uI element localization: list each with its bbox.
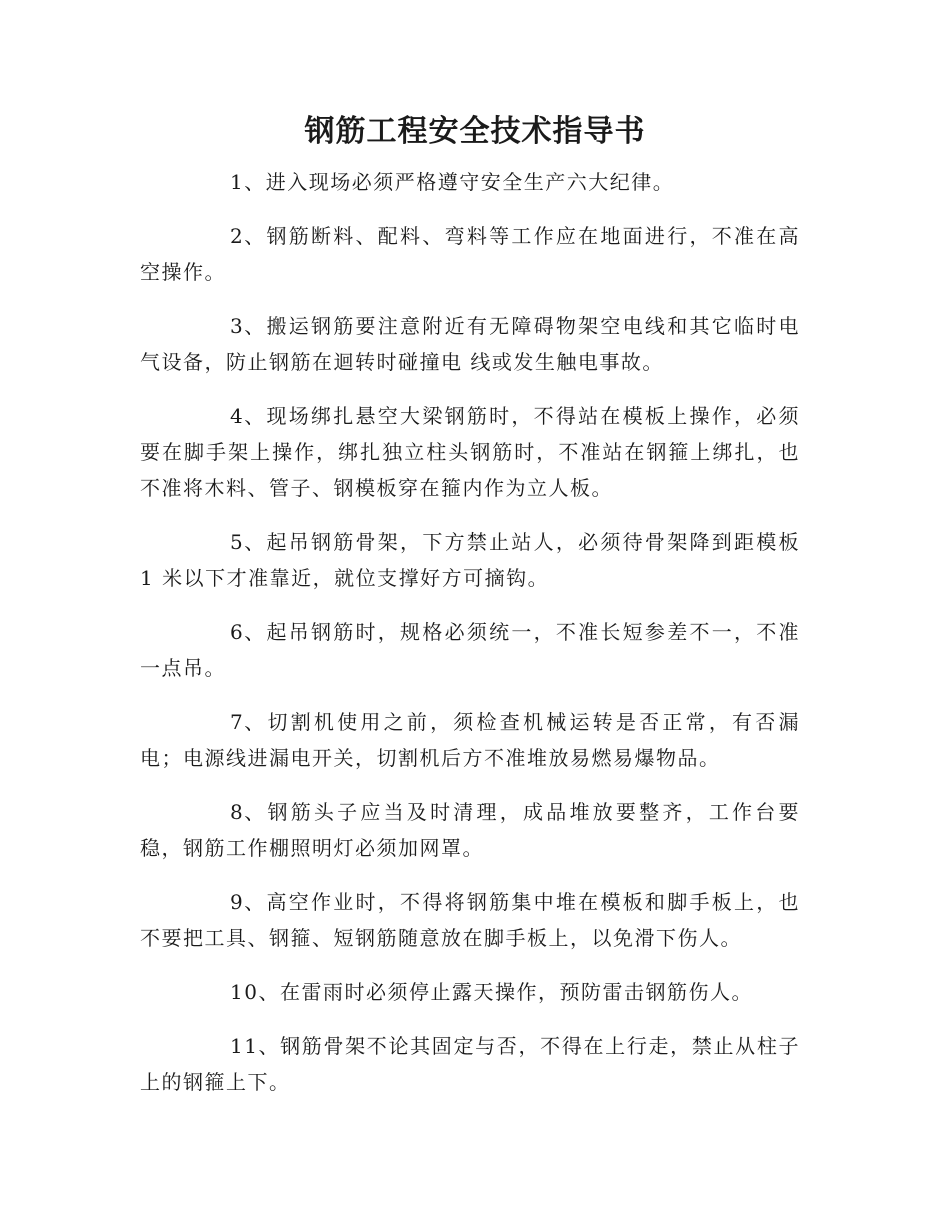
list-item xyxy=(140,524,800,596)
item-text: 钢筋头子应当及时清理，成品堆放要整齐，工作台要稳，钢筋工作棚照明灯必须加网罩。 xyxy=(140,800,800,860)
item-number: 8、 xyxy=(230,800,266,824)
item-text: 切割机使用之前，须检查机械运转是否正常，有否漏电；电源线进漏电开关，切割机后方不准堆放易燃易爆物品。 xyxy=(140,710,800,770)
item-number: 3、 xyxy=(230,314,266,338)
item-text: 进入现场必须严格遵守安全生产六大纪律。 xyxy=(265,170,675,194)
list-item xyxy=(140,308,800,380)
item-text: 起吊钢筋骨架，下方禁止站人，必须待骨架降到距模板 1 米以下才准靠近，就位支撑好方可摘钩。 xyxy=(140,530,800,590)
item-text: 现场绑扎悬空大梁钢筋时，不得站在模板上操作，必须要在脚手架上操作，绑扎独立柱头钢筋时，不准站在钢箍上绑扎，也不准将木料、管子、钢模板穿在箍内作为立人板。 xyxy=(140,404,800,500)
list-item xyxy=(140,704,800,776)
list-item xyxy=(140,884,800,956)
item-number: 9、 xyxy=(230,890,266,914)
item-number: 4、 xyxy=(230,404,266,428)
page-title: 钢筋工程安全技术指导书 xyxy=(304,114,646,149)
item-number: 11、 xyxy=(230,1034,280,1058)
item-number: 7、 xyxy=(230,710,266,734)
list-item xyxy=(140,974,800,1010)
item-text: 起吊钢筋时，规格必须统一，不准长短参差不一，不准一点吊。 xyxy=(140,620,800,680)
item-number: 1、 xyxy=(230,170,266,194)
item-number: 6、 xyxy=(230,620,266,644)
item-number: 5、 xyxy=(230,530,266,554)
list-item xyxy=(140,218,800,290)
list-item xyxy=(140,164,800,200)
item-number: 2、 xyxy=(230,224,266,248)
list-item xyxy=(140,614,800,686)
list-item xyxy=(140,398,800,506)
item-text: 搬运钢筋要注意附近有无障碍物架空电线和其它临时电气设备，防止钢筋在迴转时碰撞电 线或发生触电事故。 xyxy=(140,314,800,374)
item-text: 高空作业时，不得将钢筋集中堆在模板和脚手板上，也不要把工具、钢箍、短钢筋随意放在脚手板上，以免滑下伤人。 xyxy=(140,890,800,950)
item-number: 10、 xyxy=(230,980,280,1004)
list-item xyxy=(140,794,800,866)
safety-item-list xyxy=(140,164,800,1118)
item-text: 钢筋断料、配料、弯料等工作应在地面进行，不准在高空操作。 xyxy=(140,224,800,284)
list-item xyxy=(140,1028,800,1100)
item-text: 钢筋骨架不论其固定与否，不得在上行走，禁止从柱子上的钢箍上下。 xyxy=(140,1034,800,1094)
item-text: 在雷雨时必须停止露天操作，预防雷击钢筋伤人。 xyxy=(279,980,753,1004)
